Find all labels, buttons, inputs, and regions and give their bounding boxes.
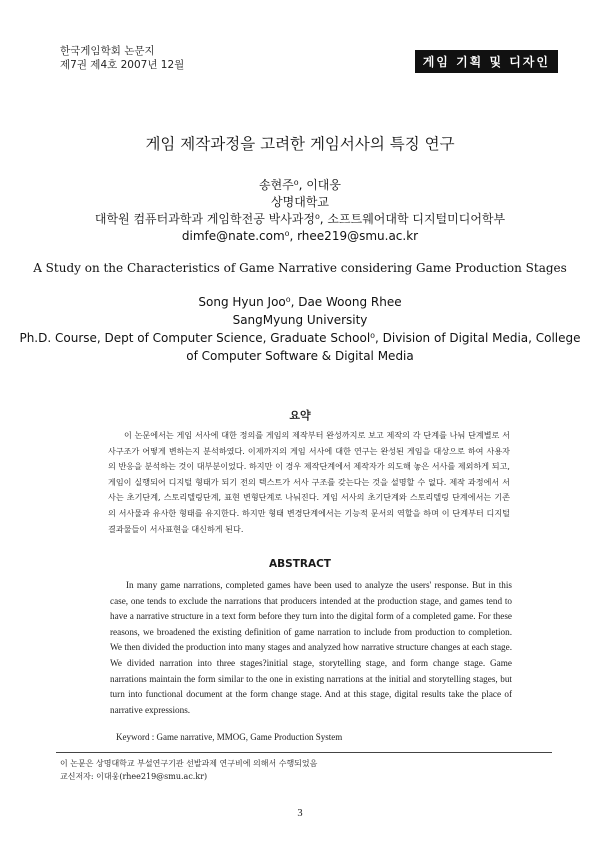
english-affiliation-line1: Ph.D. Course, Dept of Computer Science, Graduate School⁰, Division of Digital Media, College [19,331,581,345]
english-affiliation-line2: of Computer Software & Digital Media [186,349,414,363]
footnote-corresponding-author: 교신저자: 이대웅(rhee219@smu.ac.kr) [60,772,208,781]
korean-abstract-heading: 요약 [289,409,311,422]
english-authors-block [0,293,600,365]
english-author-names: Song Hyun Joo⁰, Dae Woong Rhee [198,295,402,309]
page-number: 3 [297,808,303,819]
english-abstract-heading: ABSTRACT [269,558,331,570]
author-emails: dimfe@nate.com⁰, rhee219@smu.ac.kr [181,229,419,243]
korean-affiliation: 대학원 컴퓨터과학과 게임학전공 박사과정⁰, 소프트웨어대학 디지털미디어학부 [94,212,506,226]
keywords: Keyword : Game narrative, MMOG, Game Production System [116,732,343,742]
journal-header [60,44,184,72]
korean-authors-block [0,177,600,245]
english-university: SangMyung University [232,313,368,327]
korean-abstract-body: 이 논문에서는 게임 서사에 대한 정의를 게임의 제작부터 완성까지로 보고 제작의 각 단계를 나눠 단계별로 서사구조가 어떻게 변하는지 분석하였다. 이제까지의 게임 서사에 대한 연구는 완성된 게임을 대상으로 하여 사용자의 반응을 분석하는 것이 대부분이었다. 하지만 이 경우 제작단계에서 제작자가 의도해 놓은 서사를 제외하게 되고, 게임이 실행되어 디지털 형태가 되기 전의 텍스트가 서사 구조를 갖는다는 것을 설명할 수 없다. 제작 과정에서 서사는 초기단계, 스토리텔링단계, 표현 변형단계로 나눠진다. 게임 서사의 초기단계와 스토리텔링 단계에서는 기존의 서사물과 유사한 형태를 유지한다. 하지만 형태 변경단계에서는 기능적 문서의 역할을 하며 이 단계부터 디지털 결과물들이 서사표현을 대신하게 된다. [108,430,510,534]
footnote-funding: 이 논문은 상명대학교 부설연구기관 선발과제 연구비에 의해서 수행되었음 [60,759,318,768]
korean-author-names: 송현주⁰, 이대웅 [259,178,341,192]
footnote-divider [56,752,552,753]
journal-issue: 제7권 제4호 2007년 12월 [60,59,185,71]
english-title: A Study on the Characteristics of Game Narrative considering Game Production Stages [33,261,567,275]
footnotes [60,757,317,783]
english-abstract-body: In many game narrations, completed games have been used to analyze the users' response. But in this case, one tends to exclude the narrations that producers intended at the production stage, and games tend to have a narrative structure in a text form before they turn into the digital form of a completed game. For these reasons, we broadened the existing definition of game narration to include from production to completion. We then divided the production into many stages and analyzed how narrative structure changes at each stage. We divided narration into three stages?initial stage, storytelling stage, and form change stage. Game narrations maintain the form similar to the one in existing narrations at the initial and storytelling stages, but turn into functional document at the form change stage. And at this stage, digital results take the place of narrative expressions. [110,580,512,715]
korean-title: 게임 제작과정을 고려한 게임서사의 특징 연구 [145,135,455,153]
journal-name: 한국게임학회 논문지 [60,45,155,57]
korean-university: 상명대학교 [271,195,329,209]
section-tag: 게임 기획 및 디자인 [415,50,558,73]
